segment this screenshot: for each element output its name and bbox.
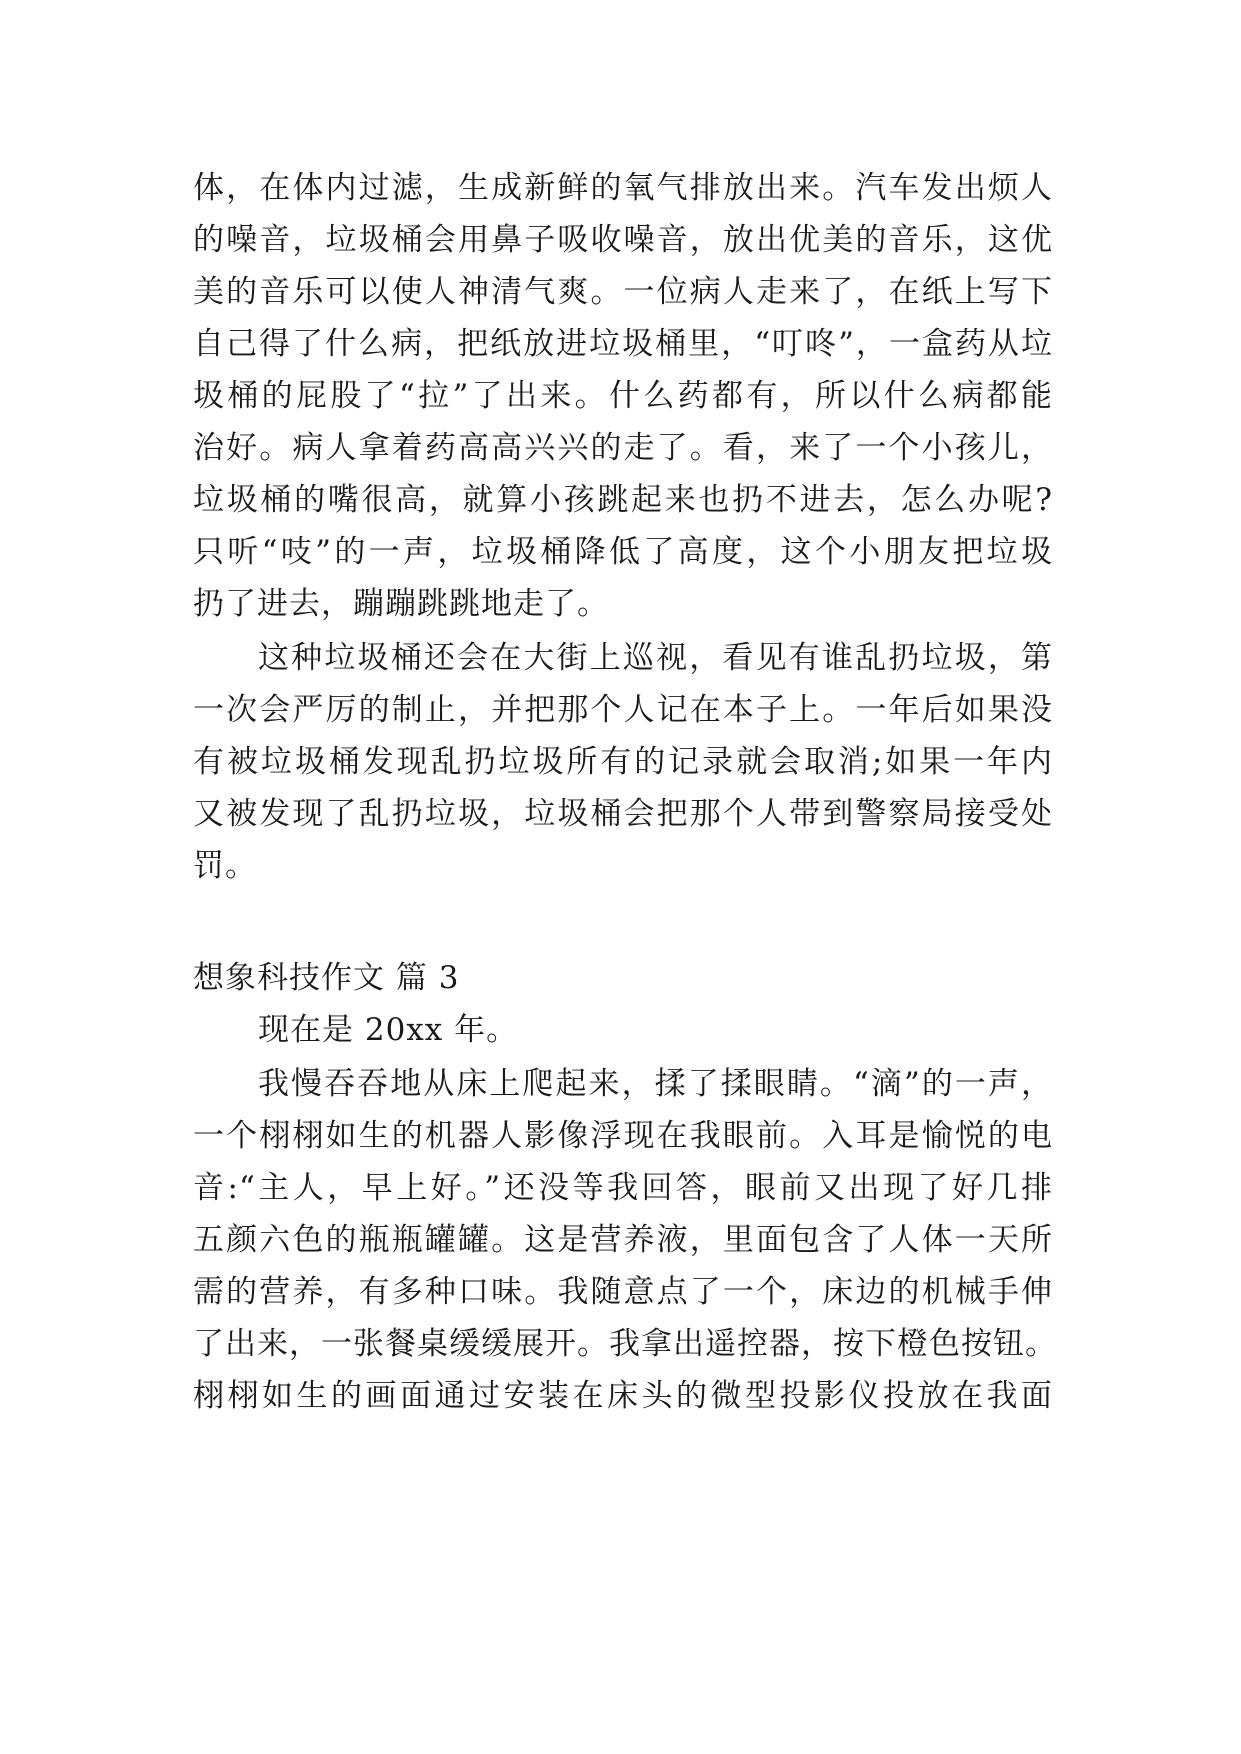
body-text-line: 音:“主人，早上好。”还没等我回答，眼前又出现了好几排 bbox=[193, 1170, 1053, 1206]
body-text-line: 自己得了什么病，把纸放进垃圾桶里，“叮咚”，一盒药从垃 bbox=[193, 326, 1053, 362]
body-text-line: 了出来，一张餐桌缓缓展开。我拿出遥控器，按下橙色按钮。 bbox=[193, 1326, 1057, 1362]
body-text-line: 现在是 20xx 年。 bbox=[258, 1012, 519, 1048]
body-text-line: 扔了进去，蹦蹦跳跳地走了。 bbox=[193, 586, 609, 622]
body-text-line: 治好。病人拿着药高高兴兴的走了。看，来了一个小孩儿， bbox=[193, 430, 1053, 466]
body-text-line: 一个栩栩如生的机器人影像浮现在我眼前。入耳是愉悦的电 bbox=[193, 1118, 1053, 1154]
body-text-line: 圾桶的屁股了“拉”了出来。什么药都有，所以什么病都能 bbox=[193, 378, 1053, 414]
body-text-line: 垃圾桶的嘴很高，就算小孩跳起来也扔不进去，怎么办呢? bbox=[193, 482, 1053, 518]
body-text-line: 的噪音，垃圾桶会用鼻子吸收噪音，放出优美的音乐，这优 bbox=[193, 222, 1053, 258]
body-text-line: 只听“吱”的一声，垃圾桶降低了高度，这个小朋友把垃圾 bbox=[193, 534, 1053, 570]
section-heading: 想象科技作文 篇 3 bbox=[193, 960, 460, 996]
body-text-line: 体，在体内过滤，生成新鲜的氧气排放出来。汽车发出烦人 bbox=[193, 170, 1053, 206]
body-text-line: 五颜六色的瓶瓶罐罐。这是营养液，里面包含了人体一天所 bbox=[193, 1222, 1053, 1258]
body-text-line: 美的音乐可以使人神清气爽。一位病人走来了，在纸上写下 bbox=[193, 274, 1053, 310]
body-text-line: 有被垃圾桶发现乱扔垃圾所有的记录就会取消;如果一年内 bbox=[193, 744, 1053, 780]
body-text-line: 这种垃圾桶还会在大街上巡视，看见有谁乱扔垃圾，第 bbox=[258, 640, 1053, 676]
body-text-line: 罚。 bbox=[193, 848, 257, 884]
body-text-line: 一次会严厉的制止，并把那个人记在本子上。一年后如果没 bbox=[193, 692, 1053, 728]
body-text-line: 又被发现了乱扔垃圾，垃圾桶会把那个人带到警察局接受处 bbox=[193, 796, 1053, 832]
body-text-line: 我慢吞吞地从床上爬起来，揉了揉眼睛。“滴”的一声， bbox=[258, 1066, 1053, 1102]
body-text-line: 需的营养，有多种口味。我随意点了一个，床边的机械手伸 bbox=[193, 1274, 1053, 1310]
body-text-line: 栩栩如生的画面通过安装在床头的微型投影仪投放在我面 bbox=[193, 1378, 1053, 1414]
